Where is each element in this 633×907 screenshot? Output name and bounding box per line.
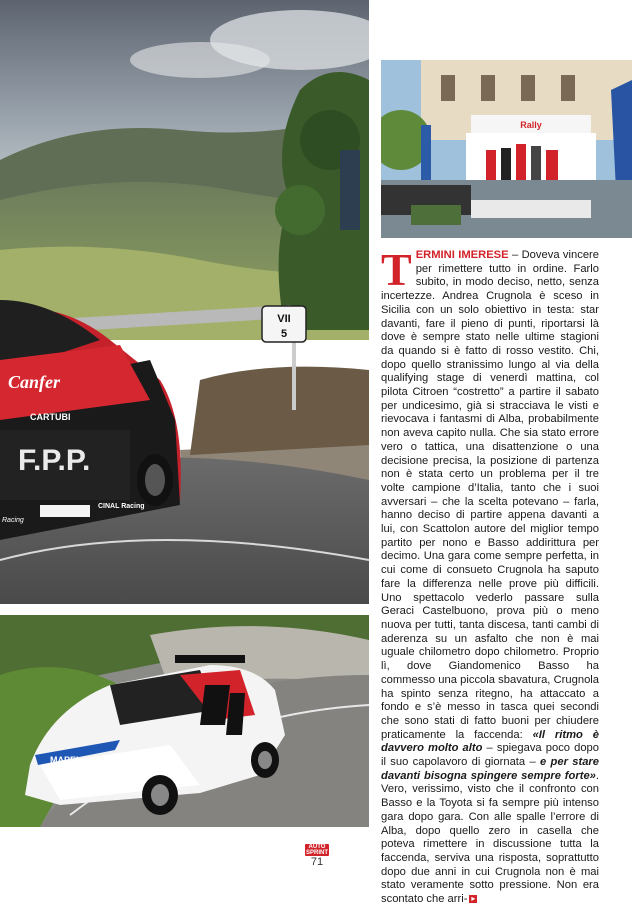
article-kicker: ERMINI IMERESE: [415, 249, 509, 261]
article-paragraph-end: . Vero, verissimo, visto che il confronto con Basso e la Toyota si fa sempre più intenso gara dopo gara. Con alle spalle l’errore di Alba, dopo quello zero in casella che poteva rimettere in discussione tutta la faccenda, serviva una risposta, soprattutto dopo due anni in cui Crugnola non è mai stato veramente sotto pressione. Non era scontato che arri-: [381, 769, 599, 906]
drop-cap: T: [381, 244, 412, 295]
car-sponsor-1: CARTUBI: [30, 412, 71, 422]
car-sponsor-2: CINAL Racing: [98, 503, 145, 510]
article-paragraph-mid: – spiegava poco dopo il suo capolavoro di giornata –: [381, 742, 599, 769]
car-sponsor-3: Racing: [2, 517, 24, 524]
continue-arrow-icon: ▸: [471, 894, 476, 904]
article-quote-1: «Il ritmo è davvero molto alto: [381, 728, 599, 755]
photo-toyota-rally-car: [0, 615, 369, 827]
podium-banner-text: Rally: [520, 120, 542, 130]
page-number: 71: [310, 856, 324, 868]
car-front-text: F.P.P.: [18, 444, 91, 477]
stage-sign-bottom: 5: [280, 328, 288, 340]
toyota-livery-text: MAPEI: [50, 755, 79, 765]
car-livery-text: Canfer: [8, 372, 61, 392]
article-body: [381, 244, 600, 907]
magazine-logo: AUTO SPRINT: [305, 844, 328, 856]
article-paragraph-start: – Doveva vincere per rimettere tutto in ordine. Farlo subito, in modo deciso, netto, senza incertezze. Andrea Crugnola è sceso in Sicilia con un solo obiettivo in testa: star davanti, fare il pieno di punti, riportarsi là dove è sempre stato nelle ultime stagioni da quando si è fatto di rosso vestito. Chi, dopo quello stranissimo lungo al via della qualifying stage di venerdì mattina, col pilota Citroen “costretto” a partire il sabato per undicesimo, già si stracciava le visti e rievocava i fantasmi di Alba, probabilmente non aveva capito nulla. Che sia stato errore vero o tattica, una disattenzione o una decisione precisa, la posizione di partenza non è stata certo un problema per il tre volte campione d’Italia, tanto che i suoi avversari – che la scelta potevano – farla, hanno deciso di partire appena davanti a lui, con Scattolon autore del miglior tempo partito per nono e Basso addirittura per decimo. Una gara come sempre perfetta, in cui come di consueto Crugnola ha saputo fare la differenza nelle prove più difficili. Uno spettacolo vederlo passare sulla Geraci Castelbuono, prova più o meno nuova per tutti, tanta discesa, tanti cambi di aderenza su un asfalto che non è mai uguale chilometro dopo chilometro. Proprio lì, dove Giandomenico Basso ha commesso una piccola sbavatura, Crugnola ha spinto senza ritegno, ha attaccato a fondo e s’è messo in tasca quei secondi che sono stati di fatto buoni per chiudere praticamente la faccenda:: [381, 249, 599, 741]
photo-podium: [381, 60, 632, 238]
stage-sign-top: VII: [277, 313, 291, 325]
article-quote-2: e per stare davanti bisogna spingere sempre forte»: [381, 756, 600, 782]
photo-citroen-rally-car: [0, 0, 369, 604]
